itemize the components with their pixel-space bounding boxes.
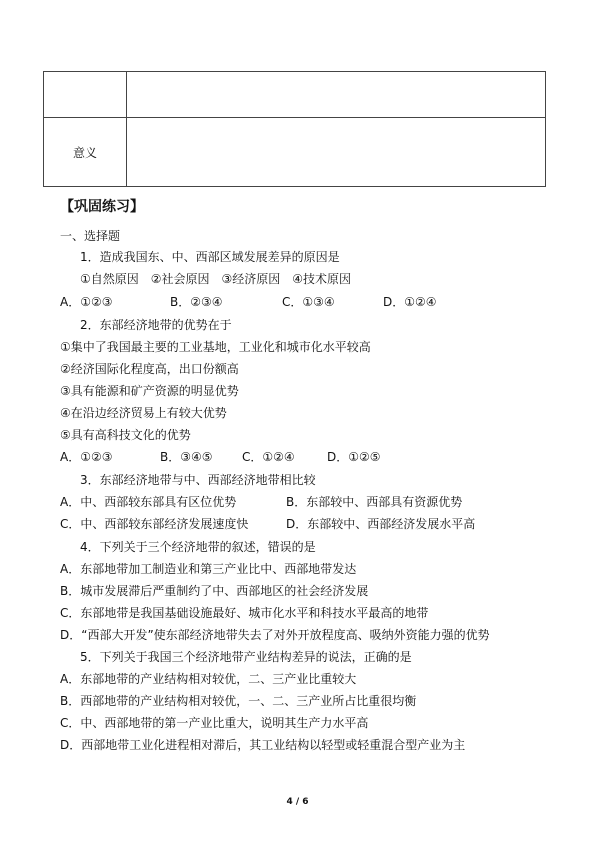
section-title: 一、选择题 xyxy=(60,229,121,243)
q5-option-a: A．东部地带的产业结构相对较优，二、三产业比重较大 xyxy=(60,672,357,686)
q2-option-a: A．①②③ xyxy=(60,450,113,464)
q2-item: ②经济国际化程度高，出口份额高 xyxy=(60,362,239,376)
q5-option-c: C．中、西部地带的第一产业比重大，说明其生产力水平高 xyxy=(60,716,369,730)
q3-option-d: D．东部较中、西部经济发展水平高 xyxy=(286,517,476,531)
table-row-label: 意义 xyxy=(72,146,97,160)
q4-option-b: B．城市发展滞后严重制约了中、西部地区的社会经济发展 xyxy=(60,584,369,598)
q1-option-b: B．②③④ xyxy=(170,295,223,309)
section-heading: 【巩固练习】 xyxy=(60,199,144,215)
q2-option-d: D．①②⑤ xyxy=(327,450,381,464)
q2-item: ④在沿边经济贸易上有较大优势 xyxy=(60,406,227,420)
q5-option-d: D．西部地带工业化进程相对滞后，其工业结构以轻型或轻重混合型产业为主 xyxy=(60,738,466,752)
q1-option-c: C．①③④ xyxy=(282,295,335,309)
q1-option-a: A．①②③ xyxy=(60,295,113,309)
q4-option-c: C．东部地带是我国基础设施最好、城市化水平和科技水平最高的地带 xyxy=(60,606,429,620)
q5-option-b: B．西部地带的产业结构相对较优，一、二、三产业所占比重很均衡 xyxy=(60,694,417,708)
q5-stem: 5．下列关于我国三个经济地带产业结构差异的说法，正确的是 xyxy=(80,650,412,664)
q3-stem: 3．东部经济地带与中、西部经济地带相比较 xyxy=(80,473,316,487)
table-column-divider xyxy=(126,72,127,186)
q4-option-d: D．“西部大开发”使东部经济地带失去了对外开放程度高、吸纳外资能力强的优势 xyxy=(60,628,490,642)
q4-option-a: A．东部地带加工制造业和第三产业比中、西部地带发达 xyxy=(60,562,357,576)
q3-option-a: A．中、西部较东部具有区位优势 xyxy=(60,495,237,509)
q1-option-d: D．①②④ xyxy=(383,295,437,309)
q4-stem: 4．下列关于三个经济地带的叙述，错误的是 xyxy=(80,540,316,554)
table xyxy=(43,71,546,187)
q1-items: ①自然原因 ②社会原因 ③经济原因 ④技术原因 xyxy=(80,272,352,286)
q2-stem: 2．东部经济地带的优势在于 xyxy=(80,318,232,332)
q2-option-c: C．①②④ xyxy=(242,450,295,464)
q3-option-b: B．东部较中、西部具有资源优势 xyxy=(286,495,463,509)
q2-item: ①集中了我国最主要的工业基地，工业化和城市化水平较高 xyxy=(60,340,371,354)
q1-stem: 1．造成我国东、中、西部区域发展差异的原因是 xyxy=(80,250,340,264)
q3-option-c: C．中、西部较东部经济发展速度快 xyxy=(60,517,249,531)
page-number: 4 / 6 xyxy=(286,797,309,807)
q2-item: ③具有能源和矿产资源的明显优势 xyxy=(60,384,239,398)
q2-option-b: B．③④⑤ xyxy=(160,450,213,464)
q2-item: ⑤具有高科技文化的优势 xyxy=(60,428,191,442)
